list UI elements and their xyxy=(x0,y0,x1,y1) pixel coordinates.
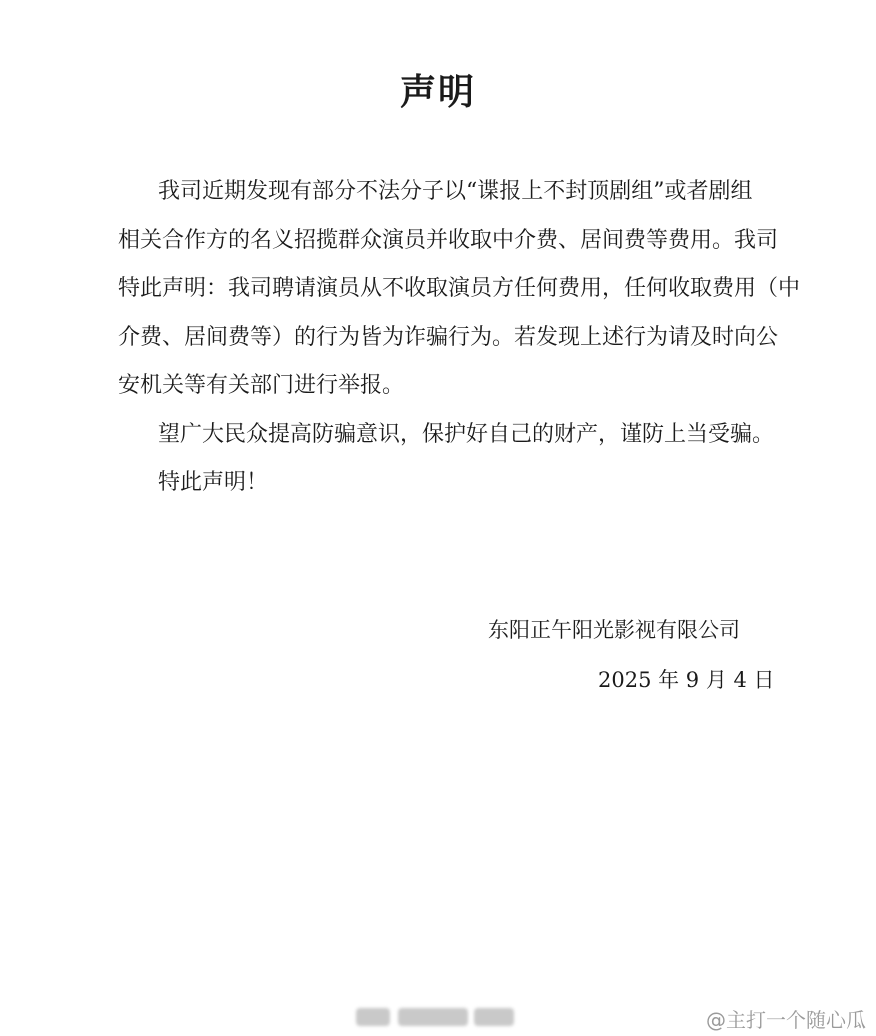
statement-body xyxy=(118,168,801,508)
blurred-region xyxy=(398,1008,468,1026)
document-title: 声明 xyxy=(399,72,476,113)
closing-line: 特此声明！ xyxy=(158,470,269,495)
paragraph-1-line: 特此声明：我司聘请演员从不收取演员方任何费用，任何收取费用（中 xyxy=(118,276,801,301)
paragraph-1 xyxy=(118,168,801,411)
paragraph-2-line: 望广大民众提高防骗意识，保护好自己的财产，谨防上当受骗。 xyxy=(158,421,775,447)
watermark: @主打一个随心瓜 xyxy=(706,1008,866,1032)
blurred-region xyxy=(474,1008,514,1026)
paragraph-1-line: 我司近期发现有部分不法分子以“谍报上不封顶剧组”或者剧组 xyxy=(158,179,753,204)
paragraph-1-line: 相关合作方的名义招揽群众演员并收取中介费、居间费等费用。我司 xyxy=(118,227,779,253)
blurred-region xyxy=(356,1008,390,1026)
paragraph-3 xyxy=(118,459,778,508)
paragraph-1-line: 安机关等有关部门进行举报。 xyxy=(118,373,405,398)
paragraph-1-line: 介费、居间费等）的行为皆为诈骗行为。若发现上述行为请及时向公 xyxy=(118,324,779,350)
company-signature: 东阳正午阳光影视有限公司 xyxy=(488,618,740,642)
paragraph-2 xyxy=(118,411,778,460)
statement-date: 2025 年 9 月 4 日 xyxy=(598,668,775,692)
